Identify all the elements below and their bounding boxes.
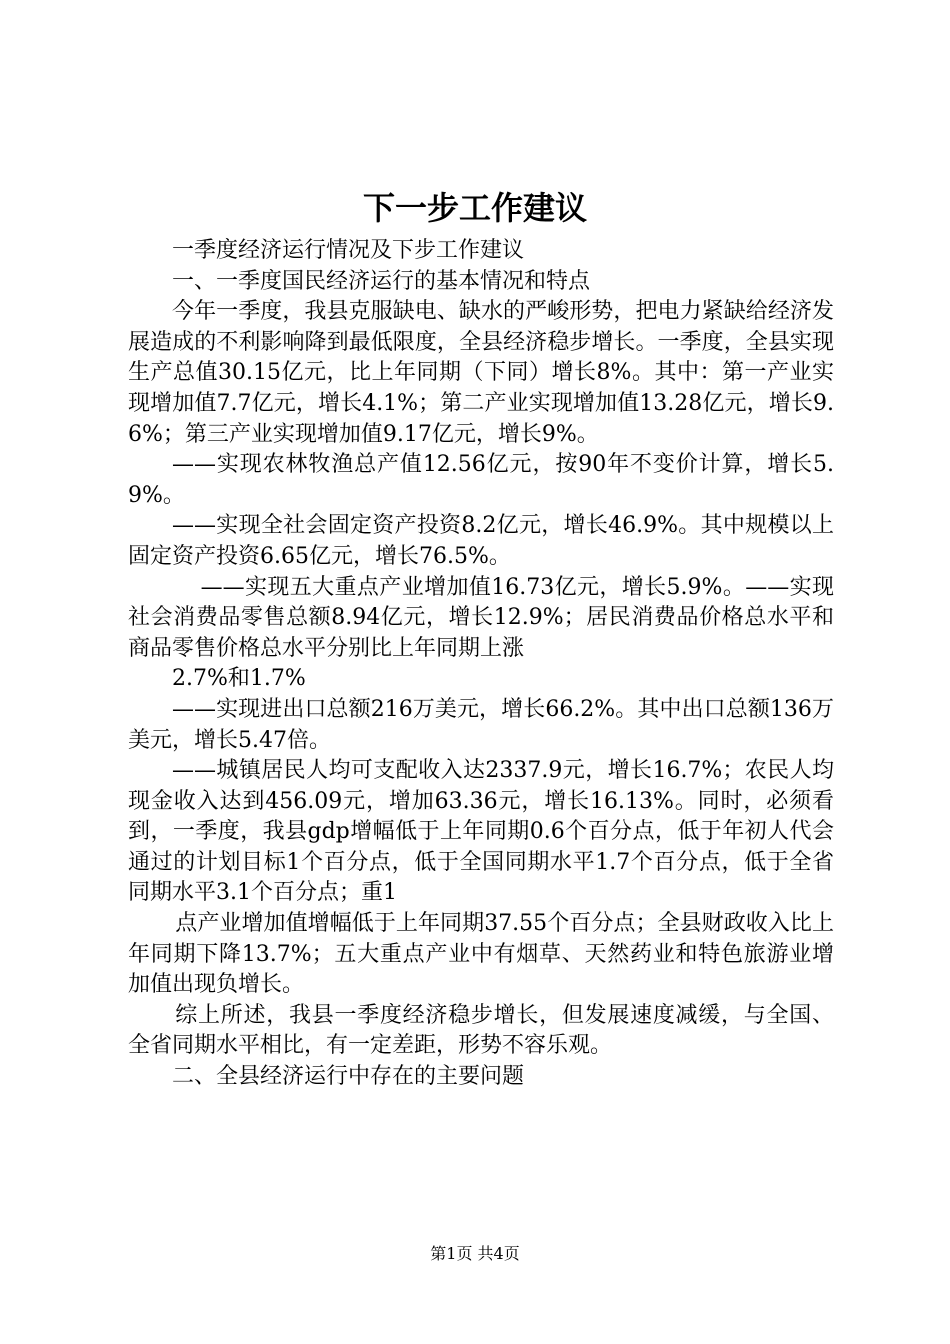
document-body [128,236,834,1093]
body-paragraph: ——实现全社会固定资产投资8.2亿元，增长46.9%。其中规模以上固定资产投资6.65亿元，增长76.5%。 [128,513,834,569]
section-heading-1: 一、一季度国民经济运行的基本情况和特点 [172,268,591,294]
body-paragraph: ——城镇居民人均可支配收入达2337.9元，增长16.7%；农民人均现金收入达到456.09元，增加63.36元，增长16.13%。同时，必须看到，一季度，我县gdp增幅低于上年同期0.6个百分点，低于年初人代会通过的计划目标1个百分点，低于全国同期水平1.7个百分点，低于全省同期水平3.1个百分点；重1 [128,758,834,906]
body-paragraph: 点产业增加值增幅低于上年同期37.55个百分点；全县财政收入比上年同期下降13.7%；五大重点产业中有烟草、天然药业和特色旅游业增加值出现负增长。 [128,911,834,998]
body-paragraph: ——实现进出口总额216万美元，增长66.2%。其中出口总额136万美元，增长5.47倍。 [128,696,834,753]
body-paragraph: ——实现五大重点产业增加值16.73亿元，增长5.9%。——实现社会消费品零售总额8.94亿元，增长12.9%；居民消费品价格总水平和商品零售价格总水平分别比上年同期上涨 [128,574,834,661]
subtitle-paragraph: 一季度经济运行情况及下步工作建议 [172,238,525,263]
page-indicator: 第1页 共4页 [430,1244,520,1263]
section-heading-2: 二、全县经济运行中存在的主要问题 [172,1064,525,1090]
document-title: 下一步工作建议 [362,189,587,227]
body-paragraph: ——实现农林牧渔总产值12.56亿元，按90年不变价计算，增长5.9%。 [128,452,834,508]
body-paragraph: 2.7%和1.7% [172,666,306,692]
body-paragraph: 综上所述，我县一季度经济稳步增长，但发展速度减缓，与全国、全省同期水平相比，有一定差距，形势不容乐观。 [128,1002,834,1059]
body-paragraph: 今年一季度，我县克服缺电、缺水的严峻形势，把电力紧缺给经济发展造成的不利影响降到最低限度，全县经济稳步增长。一季度，全县实现生产总值30.15亿元，比上年同期（下同）增长8%。其中：第一产业实现增加值7.7亿元，增长4.1%；第二产业实现增加值13.28亿元，增长9.6%；第三产业实现增加值9.17亿元，增长9%。 [128,299,834,447]
